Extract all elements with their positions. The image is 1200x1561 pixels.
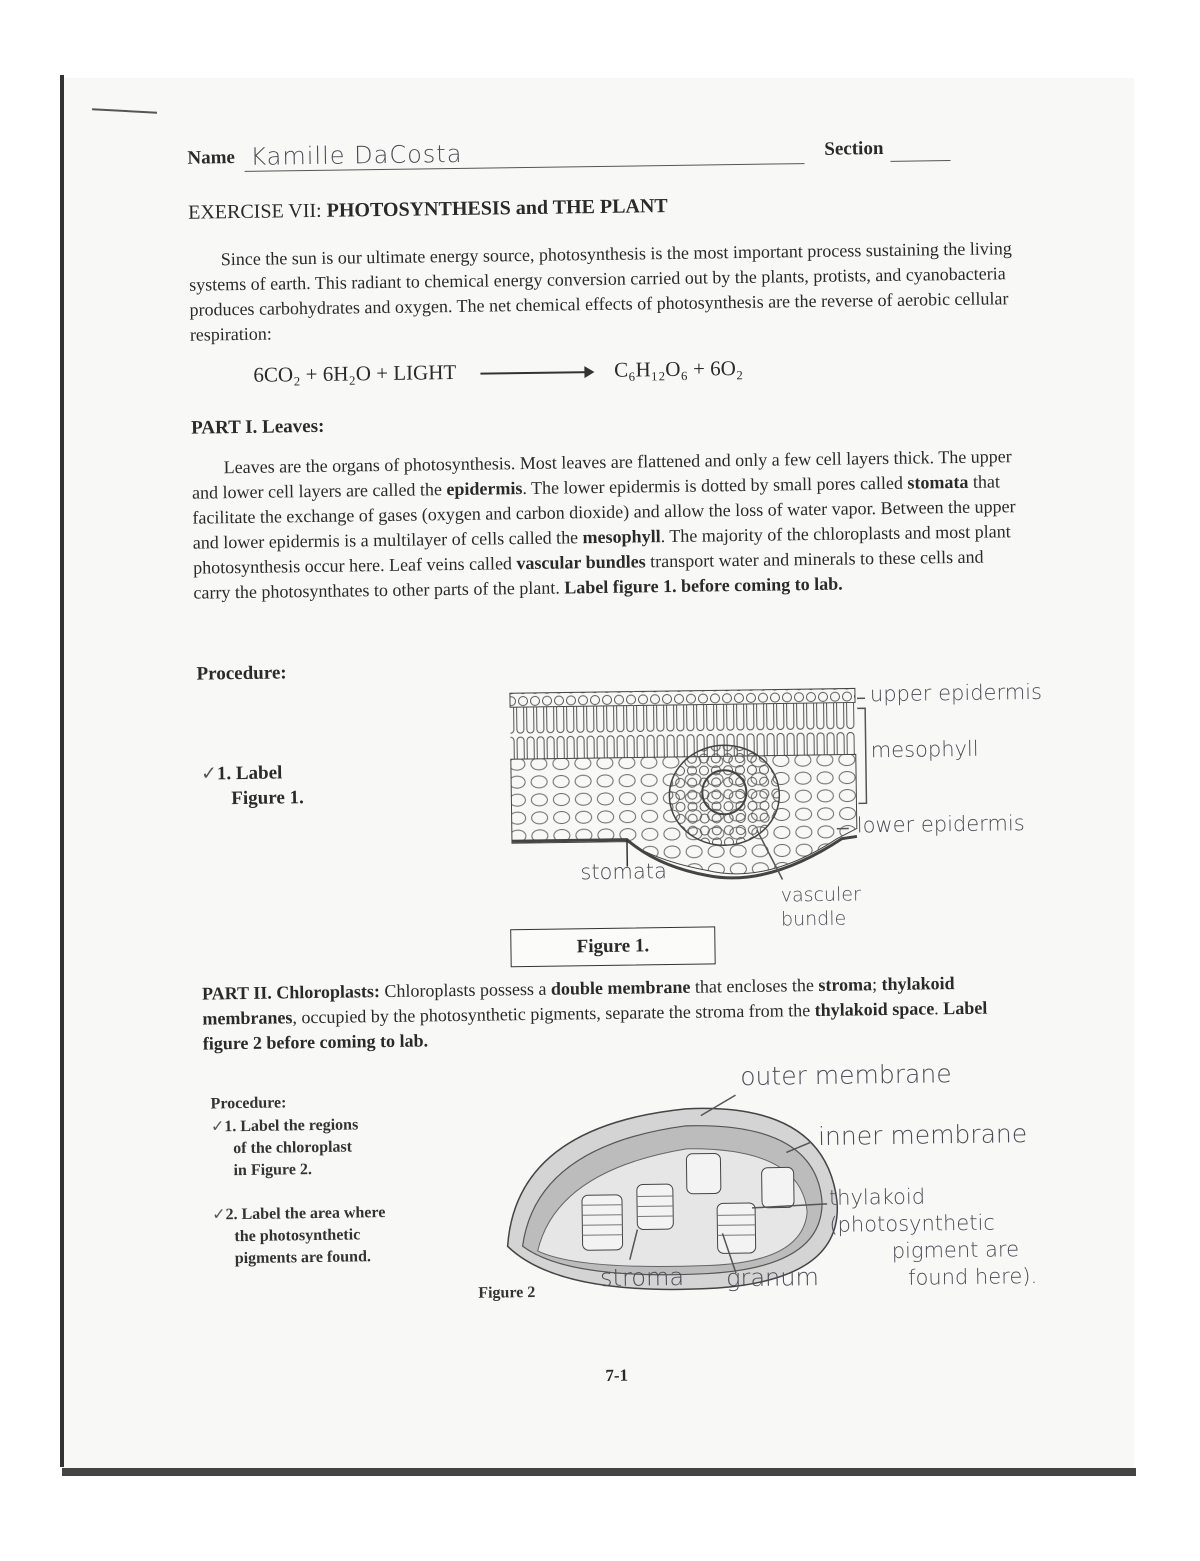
term-double-membrane: double membrane <box>551 977 691 999</box>
step1-line1: Label the regions <box>240 1116 358 1135</box>
part2-procedure-heading: Procedure: <box>210 1092 286 1115</box>
step-text-line1: Label <box>236 762 283 784</box>
step2-line3: pigments are found. <box>213 1248 371 1267</box>
part2-step-1 <box>211 1113 359 1182</box>
label-thylakoid <box>829 1182 1038 1293</box>
step2-line1: Label the area where <box>241 1204 385 1223</box>
mesophyll-bracket <box>857 708 866 803</box>
exercise-name: PHOTOSYNTHESIS and THE PLANT <box>327 195 668 222</box>
text-run: that encloses the <box>690 975 818 997</box>
thylakoid-line2: (photosynthetic <box>829 1211 995 1237</box>
step-number: 1. <box>224 1118 236 1135</box>
photosynthesis-equation <box>253 354 873 388</box>
label-lower-epidermis: lower epidermis <box>857 811 1025 837</box>
part1-paragraph <box>192 444 1024 606</box>
part2-step-2 <box>212 1201 386 1270</box>
term-stroma: stroma <box>818 974 872 995</box>
intro-paragraph: Since the sun is our ultimate energy source, photosynthesis is the most important process sustaining the living systems of earth. This radiant to chemical energy conversion carried out by the plants, protists, and cyanobacteria produces carbohydrates and oxygen. The net chemical effects of photosynthesis are the reverse of aerobic cellular respiration: <box>189 236 1020 348</box>
instruction-label-figure2: Label figure 2 before coming to lab. <box>203 998 988 1054</box>
equation-reactants: 6CO₂ + 6H₂O + LIGHT <box>253 360 456 387</box>
label-outer-membrane: outer membrane <box>740 1059 952 1091</box>
label-vascular-bundle <box>781 882 862 931</box>
text-run: transport water and minerals to these cells and carry the photosynthates to other parts of the plant. <box>193 547 983 603</box>
reaction-arrow-icon <box>480 371 590 375</box>
thylakoid-line4: found here). <box>830 1264 1037 1291</box>
checkmark-icon: ✓ <box>201 762 217 784</box>
equation-products: C₆H₁₂O₆ + 6O₂ <box>614 356 743 382</box>
exercise-title <box>188 195 668 225</box>
term-vascular-bundles: vascular bundles <box>516 551 645 573</box>
part2-title: PART II. Chloroplasts: <box>202 981 380 1003</box>
text-run: , occupied by the photosynthetic pigments, separate the stroma from the <box>292 1000 815 1027</box>
thylakoid-line1: thylakoid <box>829 1185 925 1210</box>
step2-line2: the photosynthetic <box>212 1226 360 1245</box>
part2-paragraph <box>202 970 1023 1056</box>
label-upper-epidermis: upper epidermis <box>870 680 1042 706</box>
instruction-label-figure1: Label figure 1. before coming to lab. <box>564 574 843 598</box>
thylakoid-line3: pigment are <box>830 1237 1020 1264</box>
label-granum: granum <box>726 1263 819 1292</box>
checkmark-icon: ✓ <box>211 1116 225 1135</box>
term-stomata: stomata <box>907 472 968 493</box>
step-text-line2: Figure 1. <box>201 787 304 809</box>
step1-line2: of the chloroplast <box>211 1139 352 1158</box>
label-inner-membrane: inner membrane <box>818 1119 1027 1151</box>
leaf-drawing <box>510 688 858 881</box>
term-mesophyll: mesophyll <box>582 526 660 547</box>
name-handwritten: Kamille DaCosta <box>250 140 462 171</box>
name-label: Name <box>187 147 235 170</box>
part1-title: PART I. Leaves: <box>191 416 325 440</box>
text-run: ; <box>872 974 882 994</box>
step-number: 2. <box>225 1206 237 1223</box>
label-mesophyll: mesophyll <box>871 737 979 763</box>
step1-line3: in Figure 2. <box>211 1161 312 1179</box>
text-run: that facilitate the exchange of gases (oxygen and carbon dioxide) and allow the loss of water vapor. Between the upper and lower epidermis is a multilayer of cells called the <box>192 471 1015 552</box>
figure1-caption: Figure 1. <box>510 926 716 967</box>
figure2-caption: Figure 2 <box>478 1284 535 1303</box>
label-stroma: stroma <box>600 1263 684 1292</box>
part1-procedure-heading: Procedure: <box>196 662 286 685</box>
section-line <box>891 160 951 162</box>
vascular-line1: vasculer <box>781 883 861 906</box>
term-thylakoid-space: thylakoid space <box>815 998 935 1020</box>
step-number: 1. <box>217 763 232 784</box>
text-run: . The majority of the chloroplasts and most plant photosynthesis occur here. Leaf veins called <box>193 521 1011 577</box>
text-run: Chloroplasts possess a <box>380 979 551 1001</box>
section-label: Section <box>824 138 883 161</box>
exercise-prefix: EXERCISE VII: <box>188 200 322 224</box>
text-run: Leaves are the organs of photosynthesis. Most leaves are flattened and only a few cell layers thick. The upper and lower cell layers are called the <box>192 446 1012 502</box>
text-run: . The lower epidermis is dotted by small pores called <box>522 473 907 498</box>
page-number: 7-1 <box>605 1366 628 1386</box>
checkmark-icon: ✓ <box>212 1204 226 1223</box>
text-run: . <box>934 998 943 1018</box>
vascular-line2: bundle <box>781 908 846 931</box>
term-thylakoid-membranes: thylakoid membranes <box>202 973 954 1029</box>
label-stomata: stomata <box>580 859 667 884</box>
term-epidermis: epidermis <box>446 478 522 499</box>
part1-step-1 <box>201 760 304 811</box>
